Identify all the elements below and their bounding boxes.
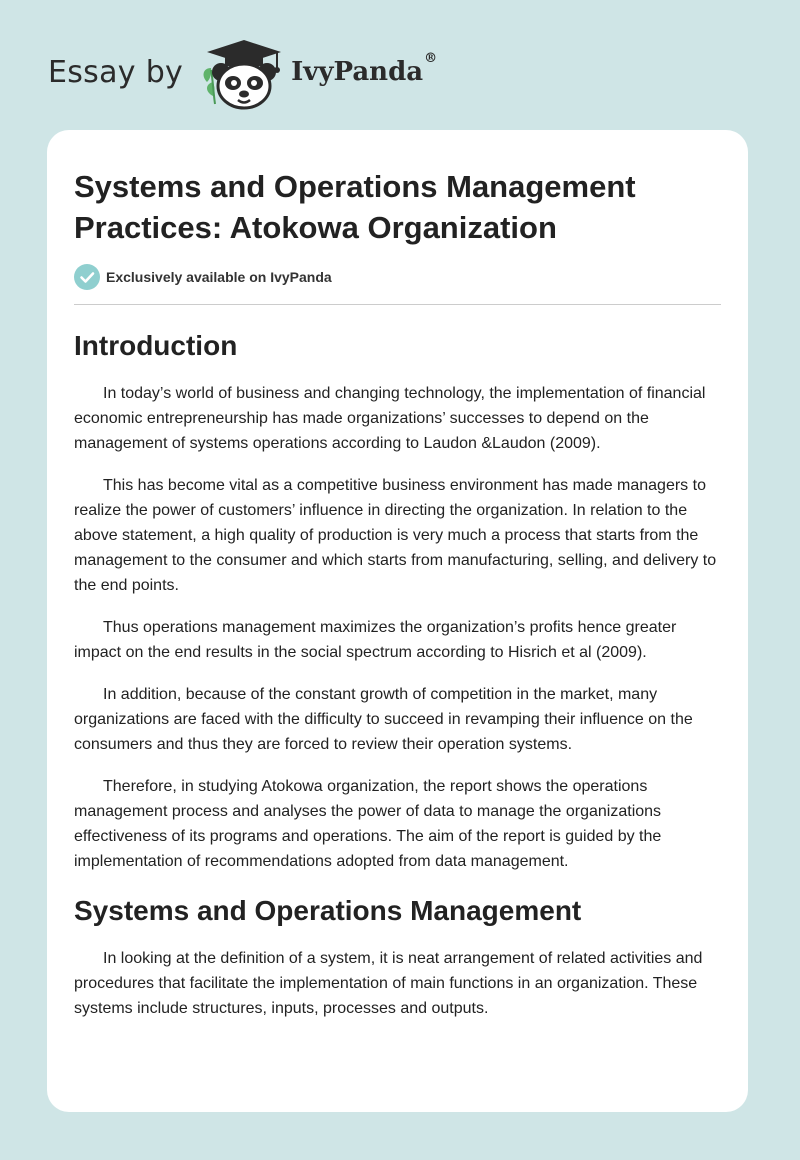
paragraph: In addition, because of the constant growth of competition in the market, many organizations are faced with the difficulty to succeed in revamping their influence on the consumers and thus they are forced to review their operation systems. — [74, 686, 693, 753]
registered-mark: ® — [424, 51, 438, 66]
brand-name-text: IvyPanda — [291, 57, 424, 87]
paragraph: This has become vital as a competitive business environment has made managers to realize the power of customers’ influence in directing the organization. In relation to the above statement, a high quality of production is very much a process that starts from the management to the consumer and which starts from manufacturing, selling, and delivery to the end points. — [74, 477, 717, 594]
essay-title: Systems and Operations Management Practices: Atokowa Organization — [74, 169, 636, 245]
exclusive-label: Exclusively available on IvyPanda — [106, 269, 332, 285]
exclusive-badge — [74, 264, 721, 290]
section-introduction — [74, 329, 721, 874]
paragraph: In looking at the definition of a system, it is neat arrangement of related activities and procedures that facilitate the implementation of main functions in an organization. These systems include structures, inputs, processes and outputs. — [74, 950, 703, 1017]
paragraph: In today’s world of business and changing technology, the implementation of financial economic entrepreneurship has made organizations’ successes to depend on the management of systems operations according to Laudon &Laudon (2009). — [74, 385, 706, 452]
essay-by-label: Essay by — [48, 54, 184, 90]
site-header — [48, 34, 437, 110]
essay-card — [47, 130, 748, 1112]
paragraph: Thus operations management maximizes the organization’s profits hence greater impact on the end results in the social spectrum according to Hisrich et al (2009). — [74, 619, 677, 661]
section-heading: Systems and Operations Management — [74, 895, 582, 926]
section-systems-operations — [74, 894, 721, 1021]
divider — [74, 304, 721, 305]
brand-name — [291, 51, 438, 87]
section-heading: Introduction — [74, 330, 238, 361]
paragraph: Therefore, in studying Atokowa organization, the report shows the operations management process and analyses the power of data to manage the organizations effectiveness of its programs and operations. The aim of the report is guided by the implementation of recommendations adopted from data management. — [74, 778, 662, 870]
check-circle-icon — [74, 264, 100, 290]
panda-graduate-icon — [199, 34, 289, 110]
